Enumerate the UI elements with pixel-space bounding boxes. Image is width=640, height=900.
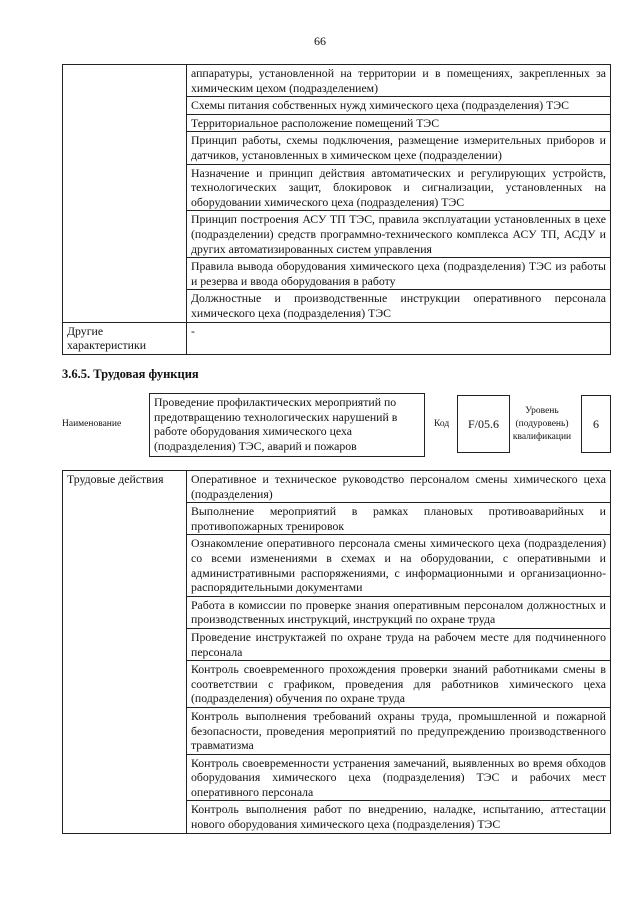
table-cell bbox=[187, 290, 611, 322]
row-label bbox=[63, 65, 187, 323]
name-label: Наименование bbox=[62, 419, 122, 429]
table-cell bbox=[187, 65, 611, 97]
cell-text: Должностные и производственные инструкции оперативного персонала химического цеха (подразделения) ТЭС bbox=[191, 291, 606, 320]
cell-text: Правила вывода оборудования химического цеха (подразделения) ТЭС из работы и резерва и ввода оборудования в работу bbox=[191, 259, 606, 288]
cell-text: Оперативное и техническое руководство персоналом смены химического цеха (подразделения) bbox=[191, 472, 606, 501]
cell-text: Контроль выполнения требований охраны труда, промышленной и пожарной безопасности, проведения мероприятий по предупреждению производственного травматизма bbox=[191, 708, 606, 753]
cell-text: Назначение и принцип действия автоматических и регулирующих устройств, технологических защит, блокировок и сигнализации, установленных на оборудовании химического цеха (подразделения) ТЭС bbox=[191, 165, 606, 209]
table-cell bbox=[187, 258, 611, 290]
table-row bbox=[63, 65, 611, 97]
cell-text: Контроль своевременного прохождения проверки знаний работниками смены в соответствии с графиком, проведения для работников химического цеха (подразделения) обучения по охране труда bbox=[191, 662, 606, 706]
function-name: Проведение профилактических мероприятий по предотвращению технологических нарушений в работе оборудования химического цеха (подразделения) ТЭС, аварий и пожаров bbox=[149, 393, 425, 457]
knowledge-table bbox=[62, 64, 611, 355]
cell-text: Принцип работы, схемы подключения, размещение измерительных приборов и датчиков, установленных в химическом цехе (подразделении) bbox=[191, 133, 606, 162]
table-row bbox=[63, 322, 611, 354]
table-cell bbox=[187, 535, 611, 596]
table-cell bbox=[187, 471, 611, 503]
table-cell bbox=[187, 661, 611, 708]
cell-text: Выполнение мероприятий в рамках плановых противоаварийных и противопожарных тренировок bbox=[191, 504, 606, 533]
table-cell bbox=[187, 754, 611, 801]
table-cell bbox=[187, 132, 611, 164]
page-number: 66 bbox=[314, 34, 326, 48]
cell-text: аппаратуры, установленной на территории и в помещениях, закрепленных за химическим цехом (подразделением) bbox=[191, 66, 606, 95]
cell-text: Территориальное расположение помещений ТЭС bbox=[191, 115, 440, 130]
table-cell bbox=[187, 97, 611, 115]
table-cell bbox=[187, 628, 611, 660]
function-code: F/05.6 bbox=[457, 395, 510, 453]
qualification-label: Уровень (подуровень) квалификации bbox=[512, 406, 572, 442]
row-label: Трудовые действия bbox=[63, 471, 187, 834]
cell-text: - bbox=[191, 323, 195, 338]
cell-text: Работа в комиссии по проверке знания оперативным персоналом должностных и производственных инструкций, инструкций по охране труда bbox=[191, 597, 606, 627]
cell-text: Принцип построения АСУ ТП ТЭС, правила эксплуатации установленных в цехе (подразделении) средств программно-технического комплекса АСУ ТП, АСДУ и других автоматизированных систем управления bbox=[191, 212, 606, 256]
cell-text: Проведение инструктажей по охране труда на рабочем месте для подчиненного персонала bbox=[191, 629, 606, 659]
cell-text: Контроль своевременности устранения замечаний, выявленных во время обходов оборудования химического цеха (подразделения) ТЭС и рабочих мест оперативного персонала bbox=[191, 755, 606, 799]
code-label: Код bbox=[434, 419, 450, 429]
table-cell bbox=[187, 164, 611, 211]
qualification-level: 6 bbox=[581, 395, 611, 453]
table-cell bbox=[187, 322, 611, 354]
table-row bbox=[63, 471, 611, 503]
function-header bbox=[62, 393, 611, 457]
cell-text: Ознакомление оперативного персонала смены химического цеха (подразделения) со всеми изменениями в схемах и на оборудовании, с оперативными и административными распоряжениями, с информационными и организационно-распорядительными документами bbox=[191, 536, 606, 595]
actions-table bbox=[62, 470, 611, 834]
table-cell bbox=[187, 707, 611, 754]
table-cell bbox=[187, 801, 611, 833]
cell-text: Контроль выполнения работ по внедрению, наладке, испытанию, аттестации нового оборудования химического цеха (подразделения) ТЭС bbox=[191, 802, 606, 832]
row-label: Другие характеристики bbox=[63, 322, 187, 354]
table-cell bbox=[187, 596, 611, 628]
table-cell bbox=[187, 114, 611, 132]
table-cell bbox=[187, 503, 611, 535]
cell-text: Схемы питания собственных нужд химического цеха (подразделения) ТЭС bbox=[191, 98, 570, 113]
section-heading: 3.6.5. Трудовая функция bbox=[62, 367, 199, 381]
table-cell bbox=[187, 211, 611, 258]
